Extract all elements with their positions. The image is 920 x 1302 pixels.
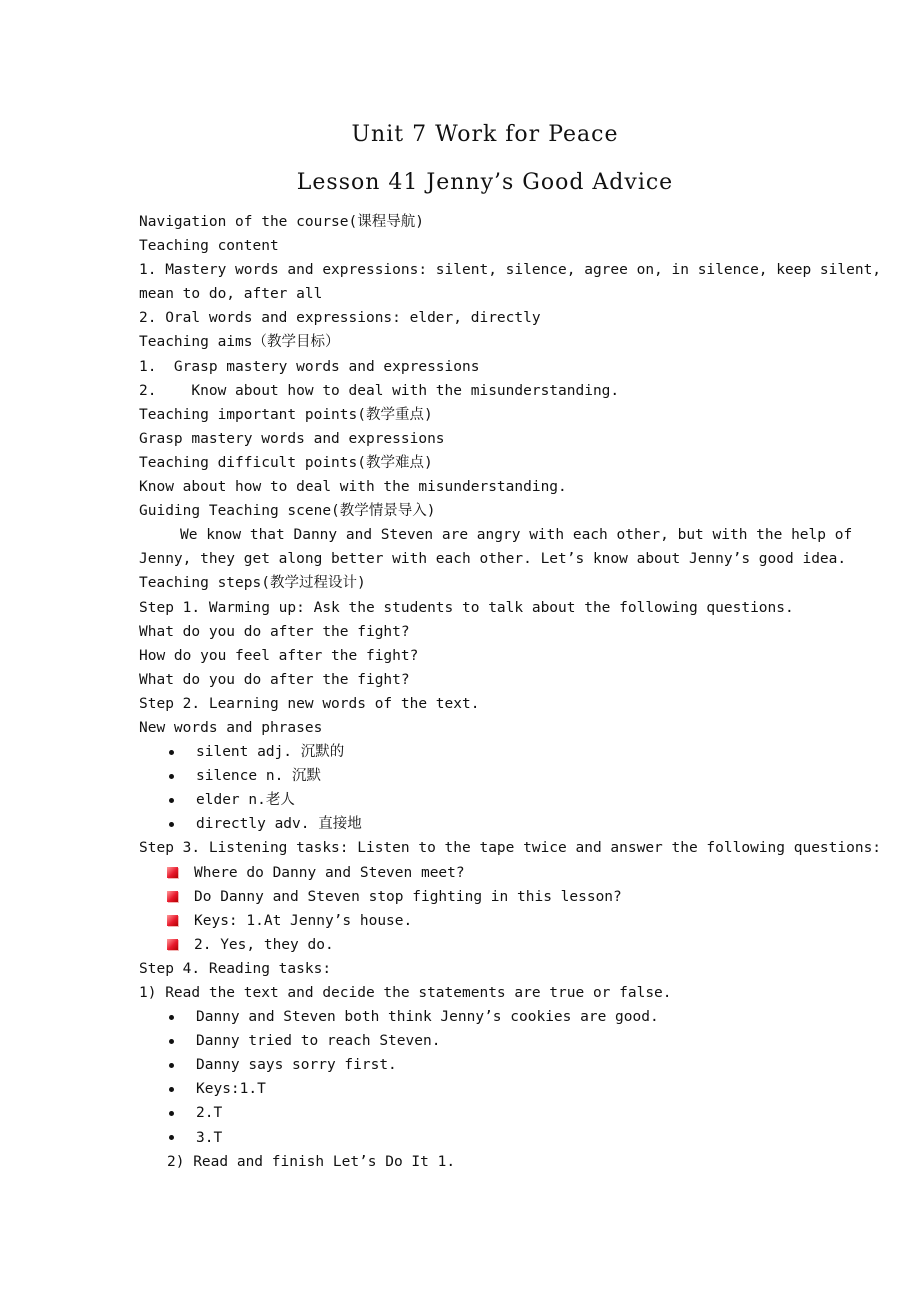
statement: Keys:1.T (196, 1081, 266, 1098)
step-1-question: How do you feel after the fight? (139, 647, 419, 664)
lesson-title: Lesson 41 Jenny’s Good Advice (296, 170, 674, 195)
teaching-steps-heading: Teaching steps(教学过程设计) (139, 575, 366, 592)
bullet-icon (169, 1063, 174, 1068)
statement: 3.T (196, 1129, 223, 1146)
unit-title: Unit 7 Work for Peace (351, 122, 619, 147)
list-item (139, 1077, 789, 1101)
list-item (139, 1005, 789, 1029)
word-entry: silence n. 沉默 (196, 768, 322, 785)
bullet-icon (169, 822, 174, 827)
word-entry: silent adj. 沉默的 (196, 744, 345, 761)
red-flag-bullet-icon (167, 939, 178, 950)
aims-item-1: 1. Grasp mastery words and expressions (139, 358, 480, 375)
list-item (139, 1053, 789, 1077)
list-item (139, 909, 789, 933)
bullet-icon (169, 1039, 174, 1044)
bullet-icon (169, 1111, 174, 1116)
list-item (139, 788, 789, 812)
navigation-heading: Navigation of the course(课程导航) (139, 214, 424, 230)
step-3-text: Step 3. Listening tasks: Listen to the tape twice and answer the following questions: (139, 840, 882, 857)
list-item (139, 861, 789, 885)
bullet-icon (169, 1135, 174, 1140)
statement: 2.T (196, 1105, 223, 1122)
step-1-question: What do you do after the fight? (139, 671, 410, 688)
guiding-scene-heading: Guiding Teaching scene(教学情景导入) (139, 503, 436, 520)
bullet-icon (169, 1087, 174, 1092)
difficult-points-heading: Teaching difficult points(教学难点) (139, 454, 433, 471)
difficult-points-text: Know about how to deal with the misunderstanding. (139, 479, 567, 496)
list-item (139, 740, 789, 764)
listening-item: Do Danny and Steven stop fighting in this lesson? (194, 888, 622, 905)
bullet-icon (169, 1015, 174, 1020)
statement: Danny tried to reach Steven. (196, 1033, 441, 1050)
listening-item: Where do Danny and Steven meet? (194, 864, 465, 881)
step-2-text: Step 2. Learning new words of the text. (139, 695, 480, 712)
listening-item: 2. Yes, they do. (194, 936, 334, 953)
guiding-scene-line-1: We know that Danny and Steven are angry with each other, but with the help of (180, 527, 853, 544)
red-flag-bullet-icon (167, 915, 178, 926)
statement: Danny says sorry first. (196, 1057, 397, 1074)
step-1-question: What do you do after the fight? (139, 623, 410, 640)
list-item (139, 812, 789, 836)
list-item (139, 1029, 789, 1053)
teaching-content-heading: Teaching content (139, 238, 279, 255)
list-item (139, 1126, 789, 1150)
list-item (139, 1101, 789, 1125)
reading-task-2: 2) Read and finish Let’s Do It 1. (167, 1153, 456, 1170)
document-body (139, 210, 882, 1174)
content-item-1-line-1: 1. Mastery words and expressions: silent, silence, agree on, in silence, keep silent, (139, 262, 882, 279)
teaching-aims-heading: Teaching aims（教学目标） (139, 334, 340, 351)
red-flag-bullet-icon (167, 867, 178, 878)
step-4-text: Step 4. Reading tasks: (139, 960, 332, 977)
listening-item: Keys: 1.At Jenny’s house. (194, 912, 413, 929)
content-item-1-line-2: mean to do, after all (139, 286, 323, 303)
list-item (139, 885, 789, 909)
red-flag-bullet-icon (167, 891, 178, 902)
step-1-text: Step 1. Warming up: Ask the students to talk about the following questions. (139, 599, 794, 616)
aims-item-2: 2. Know about how to deal with the misunderstanding. (139, 382, 620, 399)
bullet-icon (169, 798, 174, 803)
important-points-text: Grasp mastery words and expressions (139, 430, 445, 447)
guiding-scene-line-2: Jenny, they get along better with each other. Let’s know about Jenny’s good idea. (139, 551, 847, 568)
bullet-icon (169, 750, 174, 755)
list-item (139, 933, 789, 957)
word-entry: directly adv. 直接地 (196, 816, 362, 833)
statement: Danny and Steven both think Jenny’s cookies are good. (196, 1009, 659, 1026)
bullet-icon (169, 774, 174, 779)
new-words-heading: New words and phrases (139, 719, 323, 736)
important-points-heading: Teaching important points(教学重点) (139, 406, 433, 423)
content-item-2: 2. Oral words and expressions: elder, directly (139, 310, 541, 327)
list-item (139, 764, 789, 788)
reading-task-1: 1) Read the text and decide the statements are true or false. (139, 985, 672, 1001)
word-entry: elder n.老人 (196, 792, 295, 809)
